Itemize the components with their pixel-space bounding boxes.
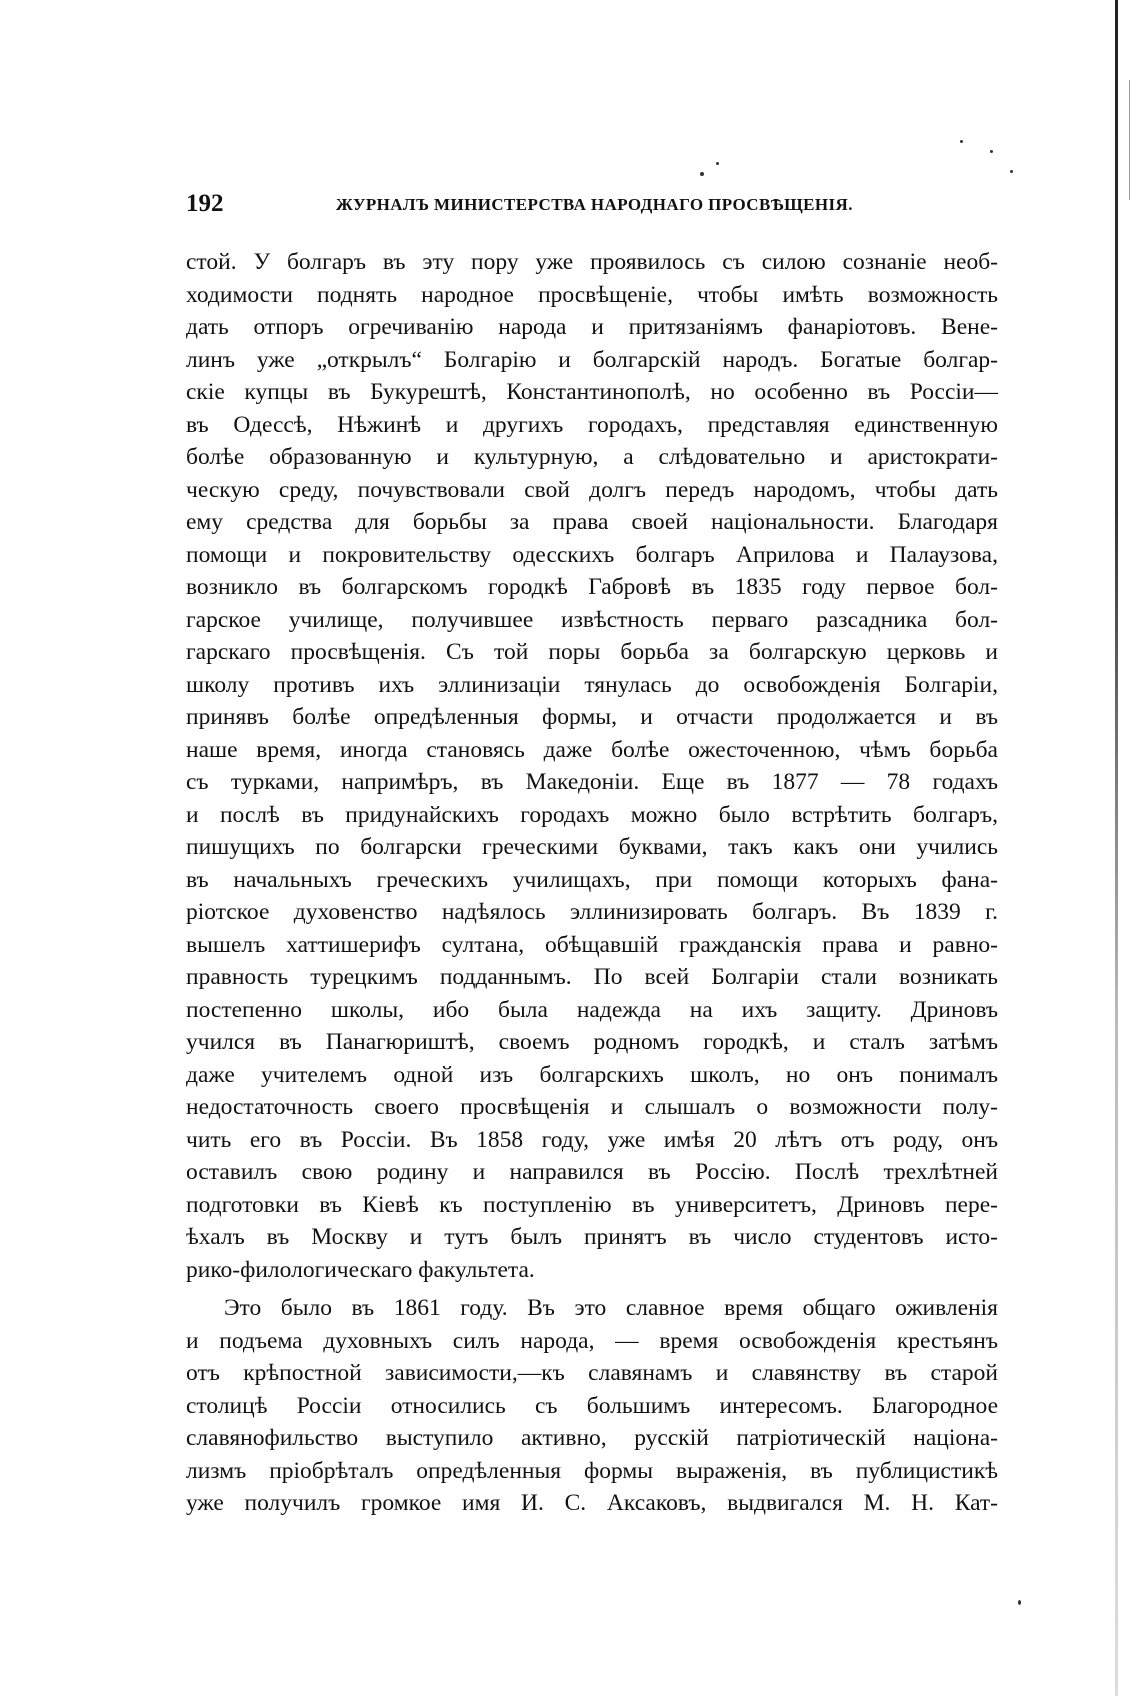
- text-line: ему средства для борьбы за права своей національности. Благодаря: [186, 509, 998, 535]
- page-edge-shadow: [1115, 0, 1118, 1696]
- scan-speck: [960, 140, 963, 143]
- text-line: школу противъ ихъ эллинизаціи тянулась до освобожденія Болгаріи,: [186, 671, 998, 698]
- text-line: рико-филологическаго факультета.: [186, 1256, 535, 1283]
- text-line: линъ уже „открылъ“ Болгарію и болгарскій народъ. Богатые болгар-: [186, 346, 998, 373]
- text-line: уже получилъ громкое имя И. С. Аксаковъ, выдвигался М. Н. Кат-: [186, 1490, 998, 1516]
- text-line: стой. У болгаръ въ эту пору уже проявилось съ силою сознаніе необ-: [186, 249, 998, 275]
- scan-speck: [1010, 170, 1013, 173]
- text-line: въ начальныхъ греческихъ училищахъ, при помощи которыхъ фана-: [186, 866, 998, 893]
- page-edge-line: [1129, 80, 1130, 200]
- text-line: отъ крѣпостной зависимости,—къ славянамъ и славянству въ старой: [186, 1360, 998, 1386]
- paragraph: [186, 1292, 998, 1520]
- text-line: дать отпоръ огречиванію народа и притязаніямъ фанаріотовъ. Вене-: [186, 314, 998, 340]
- running-title: ЖУРНАЛЪ МИНИСТЕРСТВА НАРОДНАГО ПРОСВѢЩЕНІЯ.: [336, 195, 853, 214]
- paragraph: [186, 246, 998, 1286]
- text-line: пишущихъ по болгарски греческими буквами, такъ какъ они учились: [186, 834, 998, 860]
- text-line: въ Одессѣ, Нѣжинѣ и другихъ городахъ, представляя единственную: [186, 411, 998, 438]
- scan-speck: [1018, 1600, 1021, 1605]
- text-line: гарскаго просвѣщенія. Съ той поры борьба за болгарскую церковь и: [186, 639, 998, 665]
- scan-speck: [700, 172, 704, 176]
- text-line: оставилъ свою родину и направился въ Россію. Послѣ трехлѣтней: [186, 1159, 998, 1185]
- text-line: Это было въ 1861 году. Въ это славное время общаго оживленія: [224, 1295, 998, 1321]
- text-line: учился въ Панагюриштѣ, своемъ родномъ городкѣ, и сталъ затѣмъ: [186, 1029, 998, 1055]
- text-line: лизмъ пріобрѣталъ опредѣленныя формы выраженія, въ публицистикѣ: [186, 1457, 998, 1484]
- text-line: чить его въ Россіи. Въ 1858 году, уже имѣя 20 лѣтъ отъ роду, онъ: [186, 1126, 998, 1153]
- text-line: и подъема духовныхъ силъ народа, — время освобожденія крестьянъ: [186, 1327, 998, 1354]
- page-number: 192: [186, 190, 224, 217]
- scan-speck: [990, 150, 993, 153]
- text-line: помощи и покровительству одесскихъ болгаръ Априлова и Палаузова,: [186, 541, 998, 568]
- text-line: вышелъ хаттишерифъ султана, обѣщавшій гражданскія права и равно-: [186, 931, 998, 958]
- body-text: [186, 246, 998, 1520]
- text-line: подготовки въ Кіевѣ къ поступленію въ университетъ, Дриновъ пере-: [186, 1191, 998, 1218]
- text-line: гарское училище, получившее извѣстность перваго разсадника бол-: [186, 606, 998, 633]
- page-header: [186, 190, 986, 230]
- scan-speck: [716, 162, 719, 165]
- text-line: принявъ болѣе опредѣленныя формы, и отчасти продолжается и въ: [186, 704, 998, 730]
- text-line: ческую среду, почувствовали свой долгъ передъ народомъ, чтобы дать: [186, 476, 998, 503]
- text-line: славянофильство выступило активно, русскій патріотическій націона-: [186, 1425, 998, 1451]
- text-line: и послѣ въ придунайскихъ городахъ можно было встрѣтить болгаръ,: [186, 801, 998, 828]
- text-line: постепенно школы, ибо была надежда на ихъ защиту. Дриновъ: [186, 996, 998, 1023]
- text-line: съ турками, напримѣръ, въ Македоніи. Еще въ 1877 — 78 годахъ: [186, 769, 998, 795]
- text-line: ѣхалъ въ Москву и тутъ былъ принятъ въ число студентовъ исто-: [186, 1224, 998, 1250]
- text-line: скіе купцы въ Букурештѣ, Константинополѣ, но особенно въ Россіи—: [186, 379, 998, 405]
- text-line: ходимости поднять народное просвѣщеніе, чтобы имѣть возможность: [186, 281, 998, 308]
- text-line: недостаточность своего просвѣщенія и слышалъ о возможности полу-: [186, 1094, 998, 1120]
- text-line: болѣе образованную и культурную, а слѣдовательно и аристократи-: [186, 444, 998, 470]
- text-line: наше время, иногда становясь даже болѣе ожесточенною, чѣмъ борьба: [186, 736, 998, 763]
- text-line: правность турецкимъ подданнымъ. По всей Болгаріи стали возникать: [186, 964, 998, 990]
- text-line: даже учителемъ одной изъ болгарскихъ школъ, но онъ понималъ: [186, 1061, 998, 1088]
- text-line: ріотское духовенство надѣялось эллинизировать болгаръ. Въ 1839 г.: [186, 899, 998, 925]
- text-line: столицѣ Россіи относились съ большимъ интересомъ. Благородное: [186, 1392, 998, 1419]
- text-line: возникло въ болгарскомъ городкѣ Габровѣ въ 1835 году первое бол-: [186, 574, 998, 600]
